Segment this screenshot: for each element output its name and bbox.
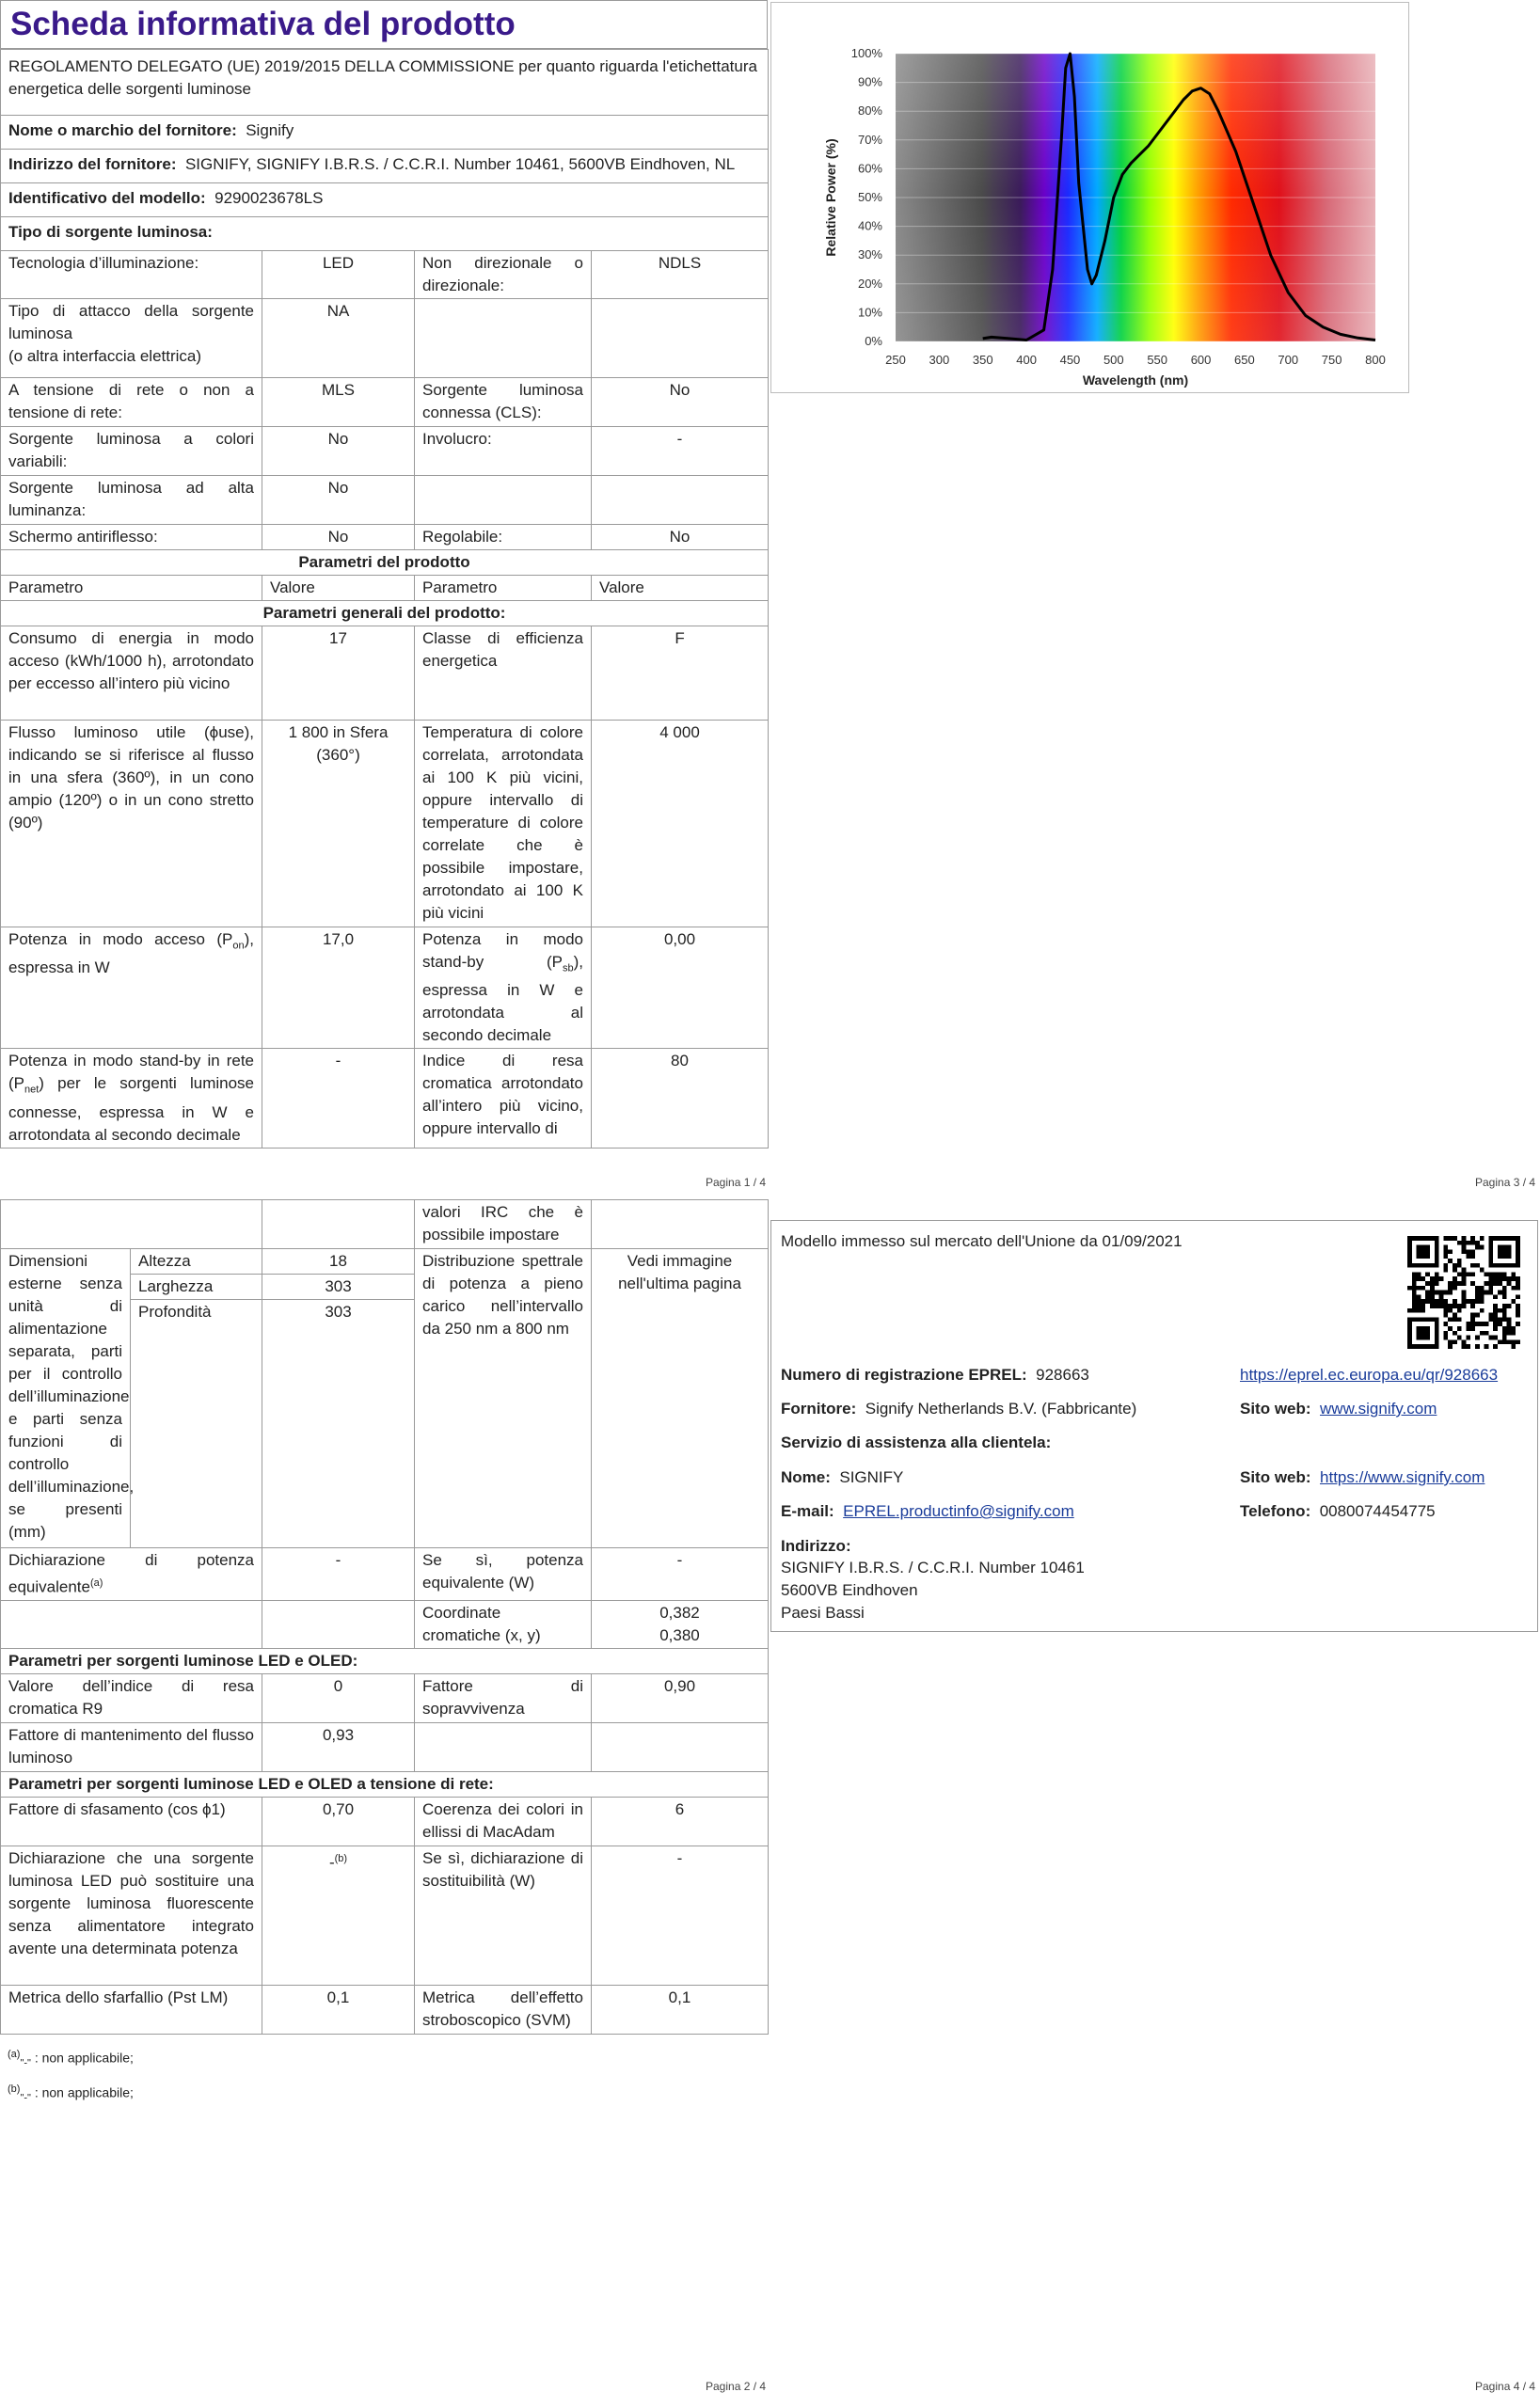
website2-label: Sito web: xyxy=(1240,1468,1311,1486)
email-row xyxy=(781,1500,1074,1523)
lumen-maintenance-label: Fattore di mantenimento del flusso luminoso xyxy=(1,1722,262,1771)
empty-cell xyxy=(1,1600,262,1648)
dimensions-label: Dimensioni esterne senza unità di alimentazione separata, parti per il controllo dell’illuminazione e parti senza funzioni di controllo dell’illuminazione, se presenti (mm) xyxy=(1,1249,131,1548)
footnote-ref-b: (b) xyxy=(334,1852,348,1864)
page-number: Pagina 2 / 4 xyxy=(706,2380,767,2393)
website2-link[interactable]: https://www.signify.com xyxy=(1320,1468,1485,1486)
footnote-b-text: : non applicabile; xyxy=(30,2085,134,2101)
energy-class-label: Classe di efficienza energetica xyxy=(415,626,592,721)
depth-label: Profondità xyxy=(131,1300,262,1548)
regulation-text: REGOLAMENTO DELEGATO (UE) 2019/2015 DELLA COMMISSIONE per quanto riguarda l'etichettatura energetica delle sorgenti luminose xyxy=(1,50,769,116)
high-luminance-value: No xyxy=(262,476,415,525)
directional-value: NDLS xyxy=(592,251,769,299)
networked-standby-label xyxy=(1,1049,262,1148)
r9-value: 0 xyxy=(262,1673,415,1722)
x-tick-label: 450 xyxy=(1059,353,1081,367)
x-tick-label: 400 xyxy=(1016,353,1037,367)
empty-cell xyxy=(592,299,769,378)
y-tick-label: 50% xyxy=(857,190,882,204)
antiglare-value: No xyxy=(262,525,415,550)
standby-power-sub: sb xyxy=(562,962,574,974)
x-tick-label: 500 xyxy=(1103,353,1124,367)
qr-code-icon[interactable] xyxy=(1407,1236,1520,1349)
footnote-b-ref: (b) xyxy=(8,2083,21,2096)
color-tunable-value: No xyxy=(262,427,415,476)
eprel-info-box xyxy=(770,1220,1538,1632)
y-tick-label: 100% xyxy=(850,46,882,60)
connected-label: Sorgente luminosa connessa (CLS): xyxy=(415,378,592,427)
antiglare-label: Schermo antiriflesso: xyxy=(1,525,262,550)
lumen-maintenance-value: 0,93 xyxy=(262,1722,415,1771)
stroboscopic-value: 0,1 xyxy=(592,1985,769,2034)
envelope-label: Involucro: xyxy=(415,427,592,476)
cri-continued: valori IRC che è possibile impostare xyxy=(415,1200,592,1249)
supplier-address-label: Indirizzo del fornitore: xyxy=(8,155,177,173)
phone-row xyxy=(1240,1500,1436,1523)
y-tick-label: 40% xyxy=(857,218,882,233)
flicker-label: Metrica dello sfarfallio (Pst LM) xyxy=(1,1985,262,2034)
cct-label: Temperatura di colore correlata, arrotondata ai 100 K più vicini, oppure intervallo di temperature di colore correlate che è possibile impostare, arrotondato ai 100 K più vicini xyxy=(415,721,592,927)
x-tick-label: 800 xyxy=(1365,353,1386,367)
networked-standby-text: Potenza in modo stand-by in rete (P xyxy=(8,1052,254,1093)
empty-cell xyxy=(592,476,769,525)
height-label: Altezza xyxy=(131,1249,262,1275)
footnote-ref-a: (a) xyxy=(89,1577,103,1589)
supplier-value: Signify Netherlands B.V. (Fabbricante) xyxy=(865,1400,1137,1418)
eprel-link-row xyxy=(1240,1364,1498,1386)
website-link[interactable]: www.signify.com xyxy=(1320,1400,1437,1418)
y-tick-label: 70% xyxy=(857,132,882,147)
chromaticity-y: 0,380 xyxy=(659,1625,700,1644)
luminous-flux-value: 1 800 in Sfera (360°) xyxy=(262,721,415,927)
supplier-address-value: SIGNIFY, SIGNIFY I.B.R.S. / C.C.R.I. Number 10461, 5600VB Eindhoven, NL xyxy=(184,155,736,173)
dimmable-label: Regolabile: xyxy=(415,525,592,550)
cri-label: Indice di resa cromatica arrotondato all’intero più vicino, oppure intervallo di xyxy=(415,1049,592,1148)
on-mode-power-label xyxy=(1,927,262,1049)
depth-value: 303 xyxy=(262,1300,415,1548)
standby-power-value: 0,00 xyxy=(592,927,769,1049)
phone-label: Telefono: xyxy=(1240,1502,1311,1520)
replacement-claim-label: Dichiarazione che una sorgente luminosa LED può sostituire una sorgente luminosa fluorescente senza alimentatore integrato avente una determinata potenza xyxy=(1,1846,262,1985)
eprel-registration-value: 928663 xyxy=(1036,1366,1089,1384)
name-row xyxy=(781,1466,903,1489)
footnote-b xyxy=(8,2076,134,2111)
macadam-label: Coerenza dei colori in ellissi di MacAdam xyxy=(415,1797,592,1846)
y-tick-label: 30% xyxy=(857,247,882,262)
led-params-heading: Parametri per sorgenti luminose LED e OLED: xyxy=(1,1648,769,1673)
footnote-a-ref: (a) xyxy=(8,2049,21,2060)
y-tick-label: 20% xyxy=(857,276,882,291)
y-tick-label: 80% xyxy=(857,103,882,119)
website2-row xyxy=(1240,1466,1484,1489)
col-header-param: Parametro xyxy=(1,576,262,601)
general-params-heading: Parametri generali del prodotto: xyxy=(1,601,769,626)
spectrum-chart xyxy=(770,2,1409,393)
model-row xyxy=(1,183,769,217)
y-axis-label: Relative Power (%) xyxy=(823,138,838,257)
eprel-registration xyxy=(781,1364,1089,1386)
col-header-param: Parametro xyxy=(415,576,592,601)
cct-value: 4 000 xyxy=(592,721,769,927)
on-mode-power-text: Potenza in modo acceso (P xyxy=(8,930,233,948)
supplier-label: Fornitore: xyxy=(781,1400,857,1418)
empty-cell xyxy=(415,1722,592,1771)
dimmable-value: No xyxy=(592,525,769,550)
footnote-a-text: : non applicabile; xyxy=(30,2050,134,2066)
envelope-value: - xyxy=(592,427,769,476)
standby-power-text-end: ), espressa in W e arrotondata al secondo decimale xyxy=(422,953,583,1045)
market-date: Modello immesso sul mercato dell'Unione da 01/09/2021 xyxy=(781,1232,1183,1250)
footnote-a-dash: "-" xyxy=(20,2057,31,2069)
replacement-claim-value xyxy=(262,1846,415,1985)
empty-cell xyxy=(415,299,592,378)
x-tick-label: 550 xyxy=(1147,353,1168,367)
supplier-name-value: Signify xyxy=(246,121,294,139)
tech-value: LED xyxy=(262,251,415,299)
connected-value: No xyxy=(592,378,769,427)
x-tick-label: 700 xyxy=(1278,353,1299,367)
chromaticity-label: Coordinate cromatiche (x, y) xyxy=(415,1600,592,1648)
x-tick-label: 600 xyxy=(1190,353,1212,367)
name-value: SIGNIFY xyxy=(839,1468,904,1486)
phone-value: 0080074454775 xyxy=(1319,1502,1436,1520)
equivalent-watt-value: - xyxy=(592,1548,769,1601)
survival-factor-label: Fattore di sopravvivenza xyxy=(415,1673,592,1722)
chromaticity-x: 0,382 xyxy=(659,1603,700,1622)
x-tick-label: 250 xyxy=(885,353,906,367)
customer-service-heading: Servizio di assistenza alla clientela: xyxy=(781,1434,1052,1451)
replacement-claim-dash: - xyxy=(328,1853,335,1872)
y-tick-label: 0% xyxy=(865,334,882,348)
directional-label: Non direzionale o direzionale: xyxy=(415,251,592,299)
standby-power-text: Potenza in modo stand-by (P xyxy=(422,930,583,971)
cap-type-text: Tipo di attacco della sorgente luminosa xyxy=(8,302,254,342)
empty-cell xyxy=(262,1600,415,1648)
on-mode-power-text-end: ), espressa in W xyxy=(8,930,254,977)
width-label: Larghezza xyxy=(131,1275,262,1300)
page1-table xyxy=(0,49,769,1149)
address-line: SIGNIFY I.B.R.S. / C.C.R.I. Number 10461 xyxy=(781,1559,1085,1576)
product-params-heading: Parametri del prodotto xyxy=(1,550,769,576)
flicker-value: 0,1 xyxy=(262,1985,415,2034)
energy-consumption-value: 17 xyxy=(262,626,415,721)
color-tunable-label: Sorgente luminosa a colori variabili: xyxy=(1,427,262,476)
supplier-name-label: Nome o marchio del fornitore: xyxy=(8,121,237,139)
mains-label: A tensione di rete o non a tensione di rete: xyxy=(1,378,262,427)
y-tick-label: 10% xyxy=(857,305,882,320)
website-row xyxy=(1240,1398,1437,1420)
tech-label: Tecnologia d’illuminazione: xyxy=(1,251,262,299)
displacement-factor-value: 0,70 xyxy=(262,1797,415,1846)
energy-consumption-label: Consumo di energia in modo acceso (kWh/1000 h), arrotondato per eccesso all’intero più vicino xyxy=(1,626,262,721)
cap-type-label xyxy=(1,299,262,378)
page-number: Pagina 3 / 4 xyxy=(1475,1176,1536,1189)
chromaticity-value xyxy=(592,1600,769,1648)
cap-type-value: NA xyxy=(262,299,415,378)
stroboscopic-label: Metrica dell’effetto stroboscopico (SVM) xyxy=(415,1985,592,2034)
on-mode-power-sub: on xyxy=(232,940,245,952)
footnotes xyxy=(8,2041,134,2112)
plot-area xyxy=(823,46,1386,388)
eprel-registration-label: Numero di registrazione EPREL: xyxy=(781,1366,1027,1384)
r9-label: Valore dell’indice di resa cromatica R9 xyxy=(1,1673,262,1722)
empty-cell xyxy=(415,476,592,525)
cap-type-subtext: (o altra interfaccia elettrica) xyxy=(8,347,202,365)
standby-power-label xyxy=(415,927,592,1049)
y-tick-label: 60% xyxy=(857,161,882,176)
x-tick-label: 750 xyxy=(1321,353,1342,367)
page2-table xyxy=(0,1199,769,2035)
empty-cell xyxy=(1,1200,262,1249)
luminous-flux-label: Flusso luminoso utile (ϕuse), indicando se si riferisce al flusso in una sfera (360º), in un cono ampio (120º) o in un cono stretto (90º) xyxy=(1,721,262,927)
macadam-value: 6 xyxy=(592,1797,769,1846)
energy-class-value: F xyxy=(592,626,769,721)
x-tick-label: 300 xyxy=(929,353,950,367)
x-tick-label: 350 xyxy=(972,353,993,367)
footnote-b-dash: "-" xyxy=(20,2092,31,2104)
replacement-watt-value: - xyxy=(592,1846,769,1985)
email-label: E-mail: xyxy=(781,1502,834,1520)
spd-label: Distribuzione spettrale di potenza a pieno carico nell’intervallo da 250 nm a 800 nm xyxy=(415,1249,592,1548)
name-label: Nome: xyxy=(781,1468,831,1486)
equivalent-watt-label: Se sì, potenza equivalente (W) xyxy=(415,1548,592,1601)
displacement-factor-label: Fattore di sfasamento (cos ϕ1) xyxy=(1,1797,262,1846)
model-label: Identificativo del modello: xyxy=(8,189,206,207)
mains-value: MLS xyxy=(262,378,415,427)
high-luminance-label: Sorgente luminosa ad alta luminanza: xyxy=(1,476,262,525)
address-line: Paesi Bassi xyxy=(781,1604,865,1622)
networked-standby-text-end: ) per le sorgenti luminose connesse, espressa in W e arrotondata al secondo decimale xyxy=(8,1074,254,1144)
col-header-value: Valore xyxy=(592,576,769,601)
networked-standby-value: - xyxy=(262,1049,415,1148)
col-header-value: Valore xyxy=(262,576,415,601)
footnote-a xyxy=(8,2041,134,2076)
height-value: 18 xyxy=(262,1249,415,1275)
survival-factor-value: 0,90 xyxy=(592,1673,769,1722)
source-type-heading: Tipo di sorgente luminosa: xyxy=(1,217,769,251)
supplier-address-row xyxy=(1,150,769,183)
on-mode-power-value: 17,0 xyxy=(262,927,415,1049)
empty-cell xyxy=(592,1200,769,1249)
address-label: Indirizzo: xyxy=(781,1537,851,1555)
spd-value: Vedi immagine nell'ultima pagina xyxy=(592,1249,769,1548)
email-link[interactable]: EPREL.productinfo@signify.com xyxy=(843,1502,1074,1520)
page-number: Pagina 4 / 4 xyxy=(1475,2380,1536,2393)
empty-cell xyxy=(262,1200,415,1249)
eprel-link[interactable]: https://eprel.ec.europa.eu/qr/928663 xyxy=(1240,1366,1499,1384)
spectrum-chart-svg xyxy=(771,3,1408,392)
networked-standby-sub: net xyxy=(24,1084,40,1096)
model-value: 9290023678LS xyxy=(214,189,324,207)
replacement-watt-label: Se sì, dichiarazione di sostituibilità (W) xyxy=(415,1846,592,1985)
supplier-row xyxy=(781,1398,1136,1420)
width-value: 303 xyxy=(262,1275,415,1300)
supplier-name-row xyxy=(1,116,769,150)
mains-led-params-heading: Parametri per sorgenti luminose LED e OLED a tensione di rete: xyxy=(1,1771,769,1797)
website-label: Sito web: xyxy=(1240,1400,1311,1418)
equivalent-power-value: - xyxy=(262,1548,415,1601)
x-axis-label: Wavelength (nm) xyxy=(1082,372,1189,388)
equivalent-power-label xyxy=(1,1548,262,1601)
equivalent-power-text: Dichiarazione di potenza equivalente xyxy=(8,1551,254,1596)
document-title: Scheda informativa del prodotto xyxy=(0,0,768,49)
y-tick-label: 90% xyxy=(857,74,882,89)
page-number: Pagina 1 / 4 xyxy=(706,1176,767,1189)
address-line: 5600VB Eindhoven xyxy=(781,1581,918,1599)
cri-value: 80 xyxy=(592,1049,769,1148)
empty-cell xyxy=(592,1722,769,1771)
x-tick-label: 650 xyxy=(1234,353,1255,367)
